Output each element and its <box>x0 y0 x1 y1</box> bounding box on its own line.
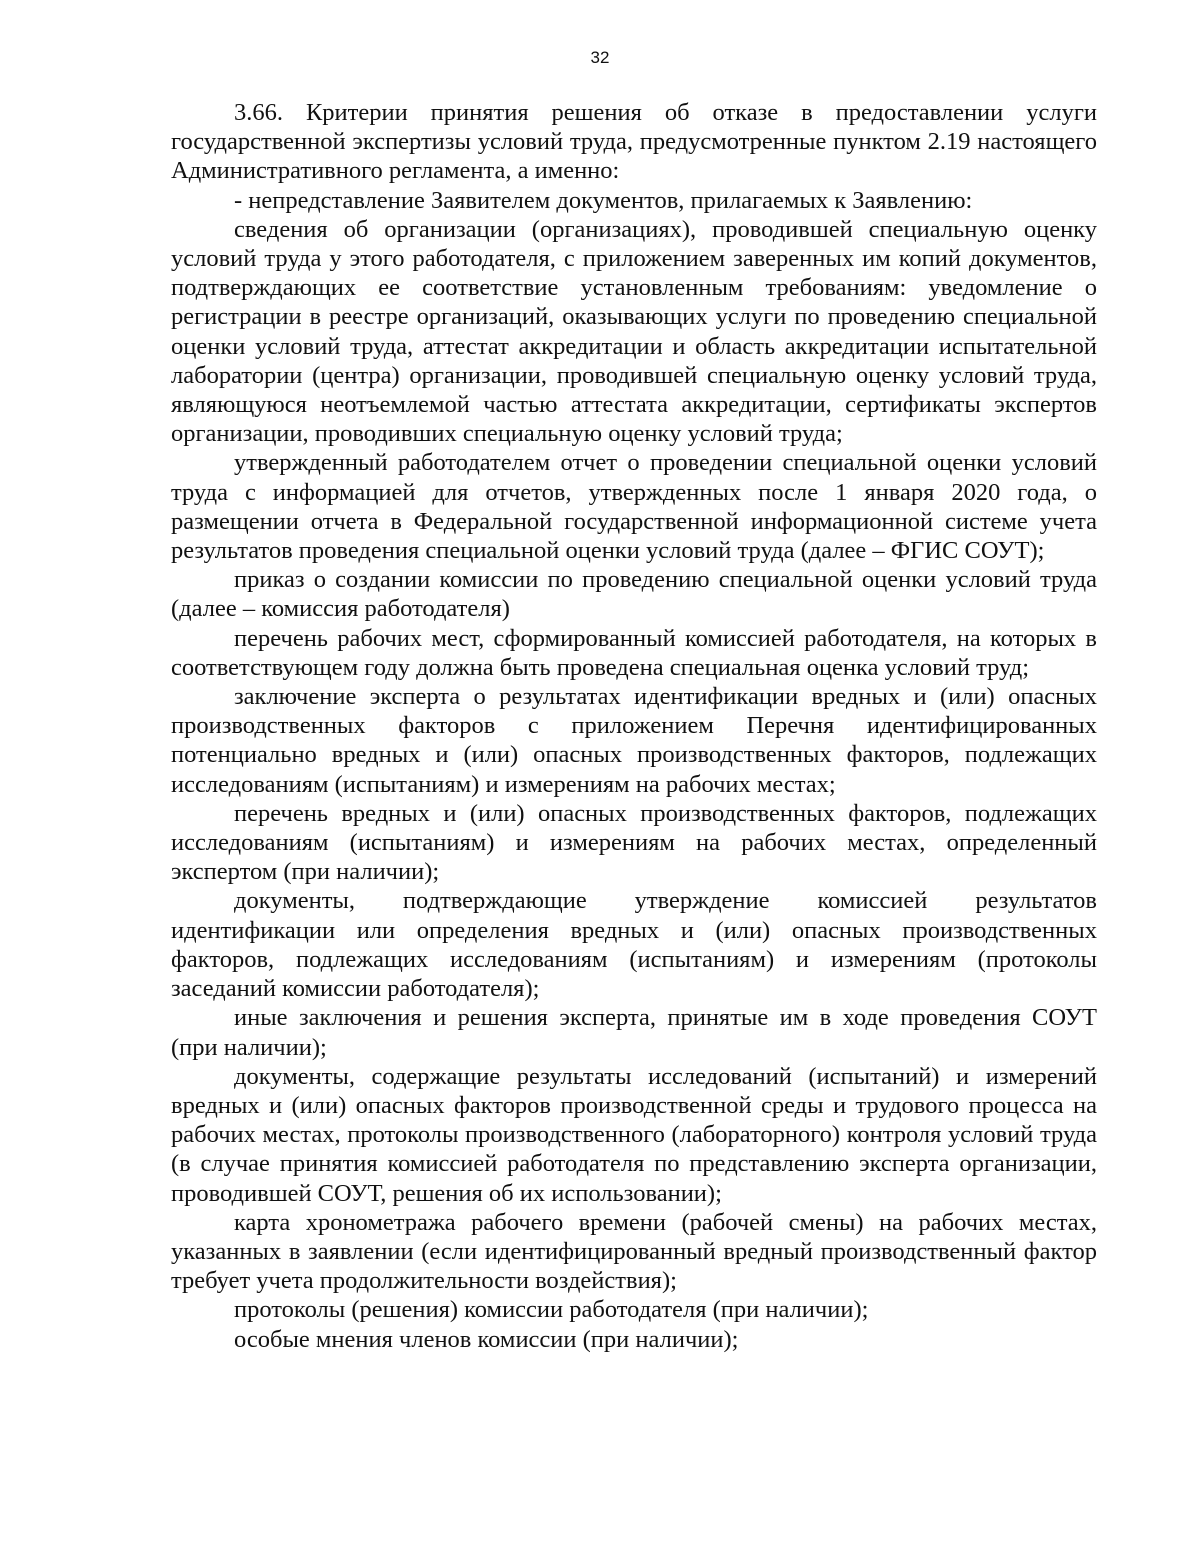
document-body <box>171 98 1097 1354</box>
paragraph-3-66-criteria: 3.66. Критерии принятия решения об отказе в предоставлении услуги государственной экспертизы условий труда, предусмотренные пунктом 2.19 настоящего Административного регламента, а именно: <box>171 99 1097 185</box>
paragraph-expert-conclusion: заключение эксперта о результатах идентификации вредных и (или) опасных производственных факторов с приложением Перечня идентифицированных потенциально вредных и (или) опасных производственных факторов, подлежащих исследованиям (испытаниям) и измерениям на рабочих местах; <box>171 683 1097 798</box>
paragraph-commission-order: приказ о создании комиссии по проведению специальной оценки условий труда (далее – комиссия работодателя) <box>171 566 1097 623</box>
paragraph-dissenting-opinions: особые мнения членов комиссии (при наличии); <box>234 1325 739 1353</box>
paragraph-research-results: документы, содержащие результаты исследований (испытаний) и измерений вредных и (или) опасных факторов производственной среды и трудового процесса на рабочих местах, протоколы производственного (лабораторного) контроля условий труда (в случае принятия комиссией работодателя по представлению эксперта организации, проводившей СОУТ, решения об их использовании); <box>171 1062 1097 1207</box>
paragraph-organization-info: сведения об организации (организациях), проводившей специальную оценку условий труда у этого работодателя, с приложением заверенных им копий документов, подтверждающих ее соответствие установленным требованиям: уведомление о регистрации в реестре организаций, оказывающих услуги по проведению специальной оценки условий труда, аттестат аккредитации и область аккредитации испытательной лаборатории (центра) организации, проводившей специальную оценку условий труда, являющуюся неотъемлемой частью аттестата аккредитации, сертификаты экспертов организации, проводивших специальную оценку условий труда; <box>171 215 1097 448</box>
paragraph-timing-chart: карта хронометража рабочего времени (рабочей смены) на рабочих местах, указанных в заявлении (если идентифицированный вредный производственный фактор требует учета продолжительности воздействия); <box>171 1208 1097 1295</box>
paragraph-other-conclusions: иные заключения и решения эксперта, принятые им в ходе проведения СОУТ (при наличии); <box>171 1004 1097 1061</box>
paragraph-approved-report: утвержденный работодателем отчет о проведении специальной оценки условий труда с информацией для отчетов, утвержденных после 1 января 2020 года, о размещении отчета в Федеральной государственной информационной системе учета результатов проведения специальной оценки условий труда (далее – ФГИС СОУТ); <box>171 449 1097 565</box>
paragraph-missing-documents: - непредставление Заявителем документов, прилагаемых к Заявлению: <box>234 186 973 214</box>
paragraph-workplace-list: перечень рабочих мест, сформированный комиссией работодателя, на которых в соответствующем году должна быть проведена специальная оценка условий труд; <box>171 624 1097 681</box>
paragraph-factors-list: перечень вредных и (или) опасных производственных факторов, подлежащих исследованиям (испытаниям) и измерениям на рабочих местах, определенный экспертом (при наличии); <box>171 799 1097 886</box>
paragraph-commission-protocols: протоколы (решения) комиссии работодателя (при наличии); <box>234 1296 869 1324</box>
page-number: 32 <box>590 48 610 67</box>
paragraph-confirming-documents: документы, подтверждающие утверждение комиссией результатов идентификации или определения вредных и (или) опасных производственных факторов, подлежащих исследованиям (испытаниям) и измерениям (протоколы заседаний комиссии работодателя); <box>171 887 1097 1003</box>
